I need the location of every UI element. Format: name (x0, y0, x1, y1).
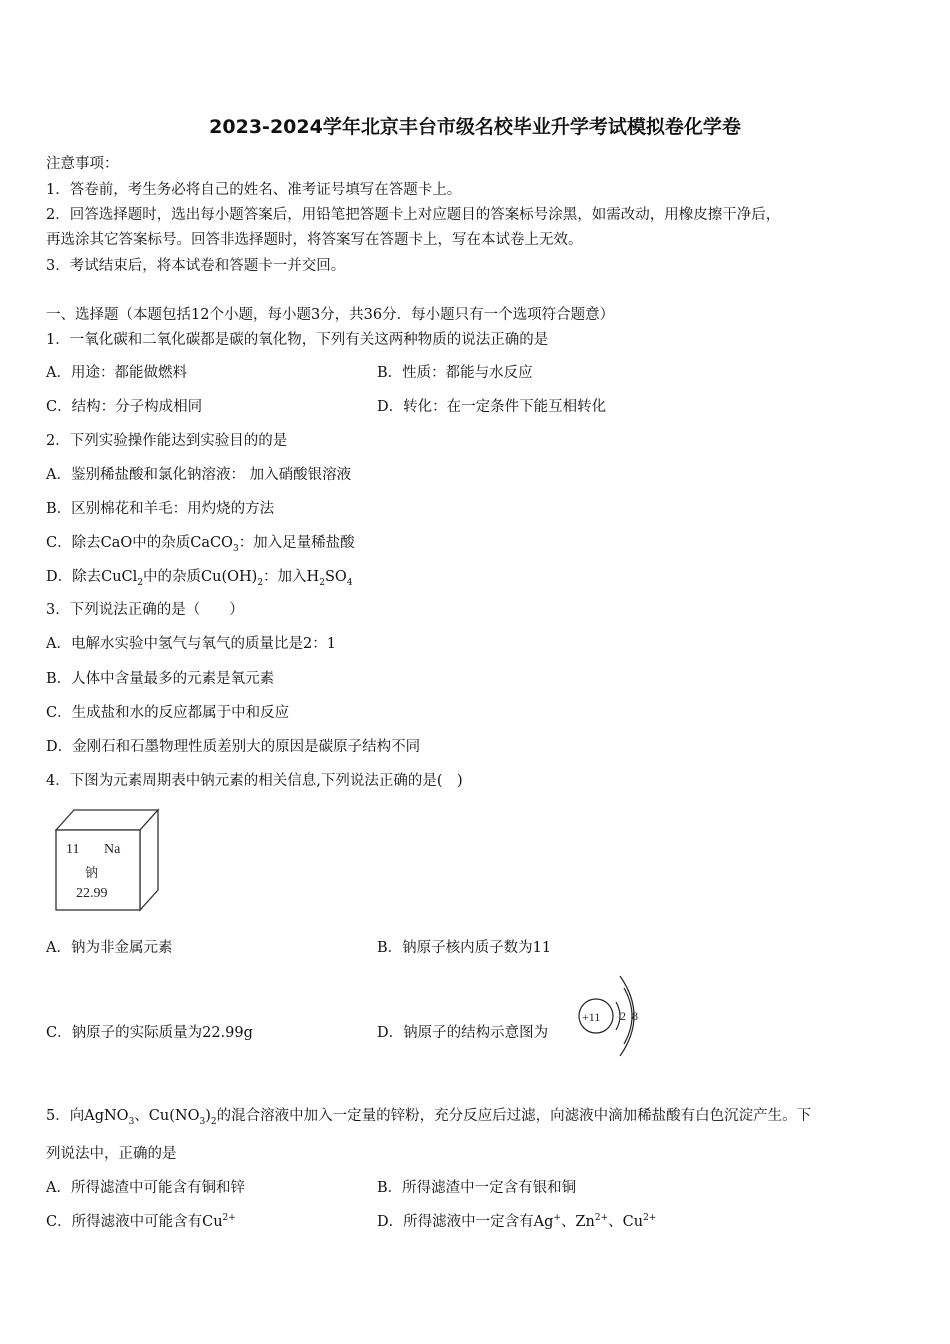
q2-d-sub1: 2 (137, 577, 144, 588)
notice-3: 3．考试结束后，将本试卷和答题卡一并交回。 (46, 258, 346, 274)
element-mass: 22.99 (76, 886, 108, 901)
atom-nucleus-label: +11 (582, 1010, 601, 1024)
q3-stem: 3．下列说法正确的是（ ） (46, 602, 244, 618)
q1-option-d: D．转化：在一定条件下能互相转化 (377, 399, 607, 415)
atom-shell-1-label: 2 (620, 1009, 626, 1023)
element-name: 钠 (85, 866, 99, 881)
q2-c-sub: 3 (232, 543, 239, 554)
q2-option-b: B．区别棉花和羊毛：用灼烧的方法 (46, 501, 275, 517)
q5-c-pre: C．所得滤液中可能含有Cu (46, 1214, 223, 1230)
q2-c-pre: C．除去CaO中的杂质CaCO (46, 535, 233, 551)
q5-d-mid1: 、Zn (560, 1214, 595, 1230)
q4-stem: 4．下图为元素周期表中钠元素的相关信息,下列说法正确的是( ) (46, 773, 463, 789)
section-heading: 一、选择题（本题包括12个小题，每小题3分，共36分．每小题只有一个选项符合题意） (46, 307, 615, 323)
q5-c-sup: 2+ (222, 1213, 236, 1224)
q5-stem-line2: 列说法中，正确的是 (46, 1146, 177, 1162)
q5-d-sup1: + (553, 1213, 561, 1224)
q5-stem-mid: 、Cu(NO (134, 1108, 200, 1124)
q5-option-d (377, 1210, 656, 1231)
q2-stem: 2．下列实验操作能达到实验目的的是 (46, 433, 288, 449)
q4-option-d: D．钠原子的结构示意图为 (377, 1025, 549, 1041)
q2-option-d (46, 565, 353, 588)
exam-title: 2023-2024学年北京丰台市级名校毕业升学考试模拟卷化学卷 (209, 116, 741, 138)
q5-d-sup3: 2+ (643, 1213, 657, 1224)
q2-d-mid3: SO (324, 569, 347, 585)
q5-option-a: A．所得滤渣中可能含有铜和锌 (46, 1180, 245, 1196)
notice-1: 1．答卷前，考生务必将自己的姓名、准考证号填写在答题卡上。 (46, 182, 462, 198)
q5-stem-mid2: ) (205, 1108, 211, 1124)
q1-option-b: B．性质：都能与水反应 (377, 365, 533, 381)
q5-stem-sub2: 3 (199, 1116, 206, 1127)
q1-stem: 1．一氧化碳和二氧化碳都是碳的氧化物，下列有关这两种物质的说法正确的是 (46, 332, 549, 348)
notice-2-cont: 再选涂其它答案标号。回答非选择题时，将答案写在答题卡上，写在本试卷上无效。 (46, 232, 583, 248)
q2-d-sub4: 4 (346, 577, 353, 588)
q2-d-sub2: 2 (257, 577, 264, 588)
q5-stem (46, 1104, 811, 1127)
q4-option-c: C．钠原子的实际质量为22.99g (46, 1025, 253, 1041)
q2-option-a: A．鉴别稀盐酸和氯化钠溶液： 加入硝酸银溶液 (46, 467, 352, 483)
q5-d-mid2: 、Cu (608, 1214, 644, 1230)
element-number: 11 (66, 842, 80, 857)
q3-option-c: C．生成盐和水的反应都属于中和反应 (46, 705, 290, 721)
q5-d-sup2: 2+ (594, 1213, 609, 1224)
atom-shell-2-label: 8 (632, 1009, 638, 1023)
q4-option-b: B．钠原子核内质子数为11 (377, 940, 552, 956)
q4-option-a: A．钠为非金属元素 (46, 940, 173, 956)
q5-option-b: B．所得滤渣中一定含有银和铜 (377, 1180, 577, 1196)
element-symbol: Na (104, 842, 121, 857)
q3-option-d: D．金刚石和石墨物理性质差别大的原因是碳原子结构不同 (46, 739, 421, 755)
q2-d-mid2: ：加入H (263, 569, 320, 585)
q1-option-c: C．结构：分子构成相同 (46, 399, 203, 415)
notice-2: 2．回答选择题时，选出每小题答案后，用铅笔把答题卡上对应题目的答案标号涂黑，如需改动，用橡皮擦干净后， (46, 207, 781, 223)
q2-d-mid: 中的杂质Cu(OH) (143, 569, 258, 585)
q5-option-c (46, 1210, 236, 1231)
q3-option-a: A．电解水实验中氢气与氧气的质量比是2：1 (46, 636, 336, 652)
q2-d-pre: D．除去CuCl (46, 569, 138, 585)
q2-c-post: ：加入足量稀盐酸 (238, 535, 355, 551)
notice-header: 注意事项： (46, 156, 119, 172)
q5-stem-post: 的混合溶液中加入一定量的锌粉，充分反应后过滤，向滤液中滴加稀盐酸有白色沉淀产生。下 (216, 1108, 812, 1124)
sodium-atom-diagram (576, 972, 646, 1058)
q5-d-pre: D．所得滤液中一定含有Ag (377, 1214, 554, 1230)
q5-stem-sub3: 2 (210, 1116, 217, 1127)
q2-d-sub3: 2 (319, 577, 325, 588)
q3-option-b: B．人体中含量最多的元素是氧元素 (46, 671, 275, 687)
q1-option-a: A．用途：都能做燃料 (46, 365, 187, 381)
q2-option-c (46, 531, 355, 554)
sodium-element-card (52, 808, 162, 914)
atom-structure-icon (576, 972, 646, 1058)
q5-stem-sub1: 3 (128, 1116, 135, 1127)
q5-stem-pre: 5．向AgNO (46, 1108, 129, 1124)
